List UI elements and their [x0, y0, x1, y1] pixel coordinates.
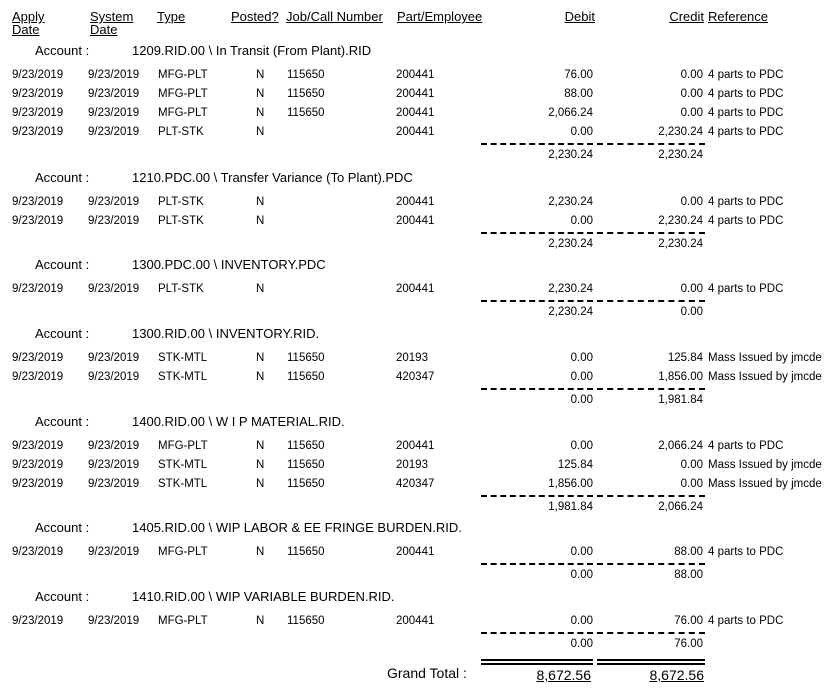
- table-cell-apply: 9/23/2019: [12, 615, 64, 627]
- table-cell-ref: Mass Issued by jmcde: [708, 459, 822, 471]
- table-cell-ref: 4 parts to PDC: [708, 215, 784, 227]
- table-cell-part: 20193: [396, 459, 428, 471]
- table-cell-part: 420347: [396, 478, 435, 490]
- table-cell-type: STK-MTL: [158, 459, 208, 471]
- table-cell-credit: 0.00: [680, 107, 703, 119]
- table-cell-type: MFG-PLT: [158, 88, 208, 100]
- subtotal-debit-rule: [481, 232, 593, 234]
- table-cell-system: 9/23/2019: [88, 615, 140, 627]
- table-cell-posted: N: [256, 215, 265, 227]
- table-cell-system: 9/23/2019: [88, 88, 140, 100]
- subtotal-credit: 1,981.84: [658, 394, 703, 406]
- subtotal-debit: 2,230.24: [548, 149, 593, 161]
- table-cell-apply: 9/23/2019: [12, 69, 64, 81]
- account-label: Account :: [35, 414, 90, 429]
- table-cell-debit: 0.00: [570, 126, 593, 138]
- table-cell-ref: Mass Issued by jmcde: [708, 371, 822, 383]
- table-cell-apply: 9/23/2019: [12, 88, 64, 100]
- table-cell-debit: 0.00: [570, 615, 593, 627]
- table-cell-system: 9/23/2019: [88, 459, 140, 471]
- table-cell-credit: 2,230.24: [658, 215, 703, 227]
- table-cell-type: STK-MTL: [158, 352, 208, 364]
- table-cell-debit: 2,230.24: [548, 196, 593, 208]
- table-cell-type: PLT-STK: [158, 196, 204, 208]
- subtotal-credit: 2,066.24: [658, 501, 703, 513]
- account-name: 1210.PDC.00 \ Transfer Variance (To Plant).PDC: [132, 170, 413, 185]
- table-cell-posted: N: [256, 196, 265, 208]
- grand-total-debit-rule: [481, 659, 593, 665]
- table-cell-system: 9/23/2019: [88, 107, 140, 119]
- account-name: 1405.RID.00 \ WIP LABOR & EE FRINGE BURDEN.RID.: [132, 520, 462, 535]
- table-cell-type: MFG-PLT: [158, 440, 208, 452]
- header-system-date: System Date: [90, 9, 134, 37]
- account-name: 1209.RID.00 \ In Transit (From Plant).RID: [132, 43, 372, 58]
- table-cell-part: 200441: [396, 69, 435, 81]
- table-cell-credit: 0.00: [680, 196, 703, 208]
- table-cell-apply: 9/23/2019: [12, 352, 64, 364]
- header-apply-date: Apply Date: [12, 9, 45, 37]
- table-cell-type: PLT-STK: [158, 283, 204, 295]
- subtotal-debit-rule: [481, 632, 593, 634]
- table-cell-ref: Mass Issued by jmcde: [708, 352, 822, 364]
- table-cell-system: 9/23/2019: [88, 215, 140, 227]
- table-cell-posted: N: [256, 546, 265, 558]
- account-name: 1400.RID.00 \ W I P MATERIAL.RID.: [132, 414, 345, 429]
- table-cell-debit: 0.00: [570, 546, 593, 558]
- table-cell-ref: 4 parts to PDC: [708, 283, 784, 295]
- table-cell-debit: 0.00: [570, 215, 593, 227]
- table-cell-debit: 76.00: [564, 69, 593, 81]
- table-cell-ref: Mass Issued by jmcde: [708, 478, 822, 490]
- table-cell-type: MFG-PLT: [158, 69, 208, 81]
- table-cell-posted: N: [256, 352, 265, 364]
- table-cell-credit: 0.00: [680, 69, 703, 81]
- header-posted: Posted?: [231, 9, 279, 24]
- account-label: Account :: [35, 589, 90, 604]
- table-cell-posted: N: [256, 615, 265, 627]
- table-cell-job: 115650: [287, 371, 325, 383]
- table-cell-part: 200441: [396, 283, 435, 295]
- table-cell-credit: 0.00: [680, 459, 703, 471]
- table-cell-posted: N: [256, 459, 265, 471]
- table-cell-type: STK-MTL: [158, 371, 208, 383]
- account-name: 1410.RID.00 \ WIP VARIABLE BURDEN.RID.: [132, 589, 395, 604]
- subtotal-credit: 2,230.24: [658, 238, 703, 250]
- table-cell-type: MFG-PLT: [158, 107, 208, 119]
- table-cell-credit: 125.84: [667, 352, 703, 364]
- subtotal-credit-rule: [597, 495, 705, 497]
- subtotal-debit-rule: [481, 563, 593, 565]
- table-cell-part: 200441: [396, 440, 435, 452]
- table-cell-job: 115650: [287, 69, 325, 81]
- table-cell-part: 420347: [396, 371, 435, 383]
- subtotal-credit-rule: [597, 632, 705, 634]
- table-cell-apply: 9/23/2019: [12, 459, 64, 471]
- table-cell-system: 9/23/2019: [88, 126, 140, 138]
- table-cell-job: 115650: [287, 88, 325, 100]
- table-cell-ref: 4 parts to PDC: [708, 546, 784, 558]
- table-cell-system: 9/23/2019: [88, 69, 140, 81]
- subtotal-debit: 0.00: [570, 569, 593, 581]
- table-cell-posted: N: [256, 440, 265, 452]
- table-cell-system: 9/23/2019: [88, 196, 140, 208]
- table-cell-part: 200441: [396, 196, 435, 208]
- table-cell-type: MFG-PLT: [158, 615, 208, 627]
- table-cell-apply: 9/23/2019: [12, 283, 64, 295]
- header-job-call-number: Job/Call Number: [286, 9, 383, 24]
- account-label: Account :: [35, 520, 90, 535]
- header-part-employee: Part/Employee: [397, 9, 483, 24]
- header-reference: Reference: [708, 9, 768, 24]
- table-cell-debit: 125.84: [557, 459, 593, 471]
- table-cell-system: 9/23/2019: [88, 440, 140, 452]
- account-label: Account :: [35, 326, 90, 341]
- table-cell-job: 115650: [287, 478, 325, 490]
- table-cell-system: 9/23/2019: [88, 352, 140, 364]
- table-cell-debit: 0.00: [570, 371, 593, 383]
- table-cell-ref: 4 parts to PDC: [708, 440, 784, 452]
- table-cell-job: 115650: [287, 546, 325, 558]
- table-cell-part: 200441: [396, 615, 435, 627]
- table-cell-ref: 4 parts to PDC: [708, 126, 784, 138]
- table-cell-type: STK-MTL: [158, 478, 208, 490]
- subtotal-debit: 2,230.24: [548, 306, 593, 318]
- subtotal-debit-rule: [481, 388, 593, 390]
- header-type: Type: [157, 9, 186, 24]
- account-name: 1300.PDC.00 \ INVENTORY.PDC: [132, 257, 326, 272]
- table-cell-job: 115650: [287, 459, 325, 471]
- subtotal-credit-rule: [597, 143, 705, 145]
- table-cell-posted: N: [256, 478, 265, 490]
- subtotal-debit: 0.00: [570, 638, 593, 650]
- table-cell-apply: 9/23/2019: [12, 126, 64, 138]
- table-cell-credit: 0.00: [680, 283, 703, 295]
- subtotal-debit: 2,230.24: [548, 238, 593, 250]
- grand-total-credit: 8,672.56: [649, 667, 704, 683]
- table-cell-part: 200441: [396, 88, 435, 100]
- table-cell-part: 20193: [396, 352, 428, 364]
- table-cell-debit: 0.00: [570, 440, 593, 452]
- table-cell-system: 9/23/2019: [88, 546, 140, 558]
- subtotal-debit-rule: [481, 143, 593, 145]
- table-cell-type: PLT-STK: [158, 215, 204, 227]
- table-cell-posted: N: [256, 283, 265, 295]
- subtotal-credit: 2,230.24: [658, 149, 703, 161]
- table-cell-part: 200441: [396, 546, 435, 558]
- table-cell-apply: 9/23/2019: [12, 215, 64, 227]
- subtotal-credit-rule: [597, 563, 705, 565]
- table-cell-part: 200441: [396, 126, 435, 138]
- table-cell-part: 200441: [396, 215, 435, 227]
- grand-total-credit-rule: [597, 659, 705, 665]
- subtotal-debit-rule: [481, 495, 593, 497]
- table-cell-debit: 2,066.24: [548, 107, 593, 119]
- table-cell-ref: 4 parts to PDC: [708, 615, 784, 627]
- table-cell-job: 115650: [287, 615, 325, 627]
- subtotal-credit: 88.00: [674, 569, 703, 581]
- table-cell-system: 9/23/2019: [88, 478, 140, 490]
- table-cell-posted: N: [256, 88, 265, 100]
- table-cell-debit: 1,856.00: [548, 478, 593, 490]
- grand-total-debit: 8,672.56: [536, 667, 591, 683]
- table-cell-debit: 0.00: [570, 352, 593, 364]
- subtotal-credit-rule: [597, 300, 705, 302]
- table-cell-ref: 4 parts to PDC: [708, 196, 784, 208]
- table-cell-type: PLT-STK: [158, 126, 204, 138]
- table-cell-part: 200441: [396, 107, 435, 119]
- subtotal-debit: 0.00: [570, 394, 593, 406]
- subtotal-debit-rule: [481, 300, 593, 302]
- table-cell-credit: 76.00: [674, 615, 703, 627]
- table-cell-credit: 2,066.24: [658, 440, 703, 452]
- table-cell-posted: N: [256, 126, 265, 138]
- table-cell-credit: 0.00: [680, 478, 703, 490]
- subtotal-credit-rule: [597, 388, 705, 390]
- subtotal-credit-rule: [597, 232, 705, 234]
- table-cell-apply: 9/23/2019: [12, 196, 64, 208]
- table-cell-posted: N: [256, 371, 265, 383]
- account-name: 1300.RID.00 \ INVENTORY.RID.: [132, 326, 320, 341]
- table-cell-apply: 9/23/2019: [12, 478, 64, 490]
- table-cell-job: 115650: [287, 440, 325, 452]
- table-cell-debit: 88.00: [564, 88, 593, 100]
- subtotal-credit: 76.00: [674, 638, 703, 650]
- table-cell-apply: 9/23/2019: [12, 107, 64, 119]
- account-label: Account :: [35, 170, 90, 185]
- header-debit: Debit: [564, 9, 595, 24]
- account-label: Account :: [35, 43, 90, 58]
- header-credit: Credit: [669, 9, 704, 24]
- table-cell-job: 115650: [287, 107, 325, 119]
- table-cell-apply: 9/23/2019: [12, 546, 64, 558]
- table-cell-credit: 2,230.24: [658, 126, 703, 138]
- subtotal-debit: 1,981.84: [548, 501, 593, 513]
- subtotal-credit: 0.00: [680, 306, 703, 318]
- table-cell-apply: 9/23/2019: [12, 440, 64, 452]
- table-cell-system: 9/23/2019: [88, 371, 140, 383]
- table-cell-credit: 0.00: [680, 88, 703, 100]
- grand-total-label: Grand Total :: [387, 665, 467, 681]
- table-cell-posted: N: [256, 107, 265, 119]
- table-cell-credit: 88.00: [674, 546, 703, 558]
- table-cell-type: MFG-PLT: [158, 546, 208, 558]
- table-cell-job: 115650: [287, 352, 325, 364]
- account-label: Account :: [35, 257, 90, 272]
- table-cell-posted: N: [256, 69, 265, 81]
- table-cell-ref: 4 parts to PDC: [708, 107, 784, 119]
- table-cell-system: 9/23/2019: [88, 283, 140, 295]
- table-cell-debit: 2,230.24: [548, 283, 593, 295]
- table-cell-ref: 4 parts to PDC: [708, 69, 784, 81]
- table-cell-apply: 9/23/2019: [12, 371, 64, 383]
- table-cell-credit: 1,856.00: [658, 371, 703, 383]
- table-cell-ref: 4 parts to PDC: [708, 88, 784, 100]
